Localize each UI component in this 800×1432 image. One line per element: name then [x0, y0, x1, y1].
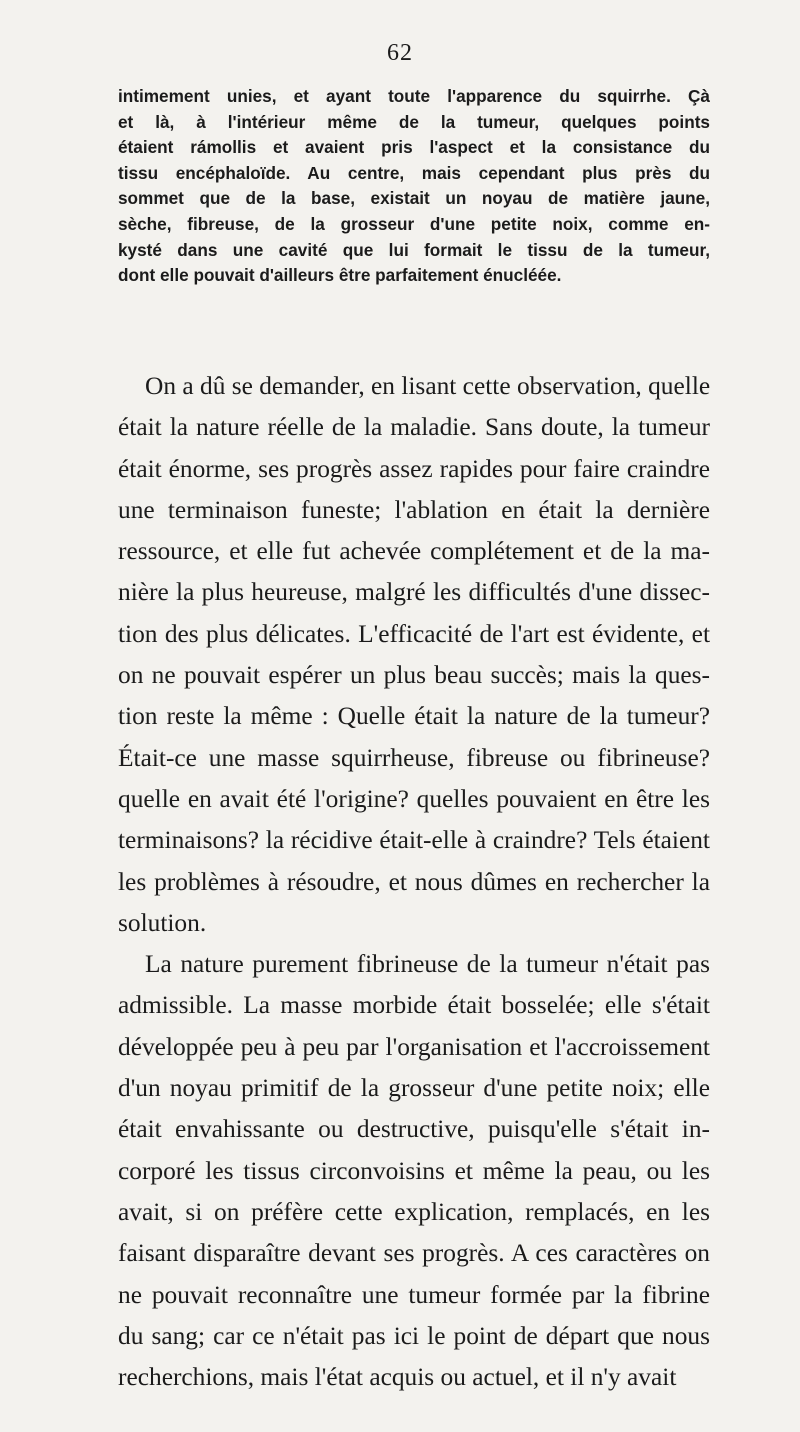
text-line: admissible. La masse morbide était bosselée; elle s'était	[118, 991, 710, 1020]
text-line: terminaisons? la récidive était-elle à craindre? Tels étaient	[118, 826, 710, 855]
small-print-paragraph	[118, 84, 710, 289]
text-line: développée peu à peu par l'organisation et l'accroissement	[118, 1032, 710, 1061]
text-line: intimement unies, et ayant toute l'apparence du squirrhe. Çà	[118, 86, 710, 106]
text-line: solution.	[118, 908, 207, 937]
text-line: nière la plus heureuse, malgré les difficultés d'une dissec-	[118, 578, 710, 607]
text-line: sèche, fibreuse, de la grosseur d'une petite noix, comme en-	[118, 213, 710, 234]
text-line: recherchions, mais l'état acquis ou actuel, et il n'y avait	[118, 1363, 677, 1392]
text-line: on ne pouvait espérer un plus beau succès; mais la ques-	[118, 661, 710, 690]
text-line: tion des plus délicates. L'efficacité de l'art est évidente, et	[118, 619, 710, 648]
text-line: d'un noyau primitif de la grosseur d'une petite noix; elle	[118, 1074, 710, 1103]
text-line: était énorme, ses progrès assez rapides pour faire craindre	[118, 454, 710, 483]
text-line: et là, à l'intérieur même de la tumeur, quelques points	[118, 111, 710, 132]
text-line: les problèmes à résoudre, et nous dûmes en rechercher la	[118, 867, 710, 896]
text-line: On a dû se demander, en lisant cette observation, quelle	[145, 372, 711, 400]
main-text	[118, 366, 710, 1398]
paragraph	[118, 366, 710, 944]
text-line: avait, si on préfère cette explication, remplacés, en les	[118, 1197, 710, 1226]
text-line: faisant disparaître devant ses progrès. A ces caractères on	[118, 1239, 710, 1268]
text-line: ne pouvait reconnaître une tumeur formée par la fibrine	[118, 1280, 710, 1309]
text-line: était la nature réelle de la maladie. Sans doute, la tumeur	[118, 413, 710, 442]
text-line: sommet que de la base, existait un noyau de matière jaune,	[118, 188, 710, 209]
paragraph	[118, 944, 710, 1398]
text-line: tion reste la même : Quelle était la nature de la tumeur?	[118, 702, 710, 731]
text-line: quelle en avait été l'origine? quelles pouvaient en être les	[118, 784, 710, 813]
text-line: La nature purement fibrineuse de la tumeur n'était pas	[145, 950, 710, 979]
text-line: kysté dans une cavité que lui formait le tissu de la tumeur,	[118, 239, 710, 260]
text-line: tissu encéphaloïde. Au centre, mais cependant plus près du	[118, 162, 710, 183]
text-line: une terminaison funeste; l'ablation en était la dernière	[118, 495, 710, 524]
text-line: du sang; car ce n'était pas ici le point de départ que nous	[118, 1321, 710, 1350]
page-number: 62	[387, 40, 413, 66]
text-line: ressource, et elle fut achevée complétement et de la ma-	[118, 537, 710, 566]
text-line: corporé les tissus circonvoisins et même la peau, ou les	[118, 1156, 710, 1185]
text-line: Était-ce une masse squirrheuse, fibreuse ou fibrineuse?	[118, 743, 710, 772]
text-line: était envahissante ou destructive, puisqu'elle s'était in-	[118, 1115, 710, 1144]
text-line: étaient rámollis et avaient pris l'aspect et la consistance du	[118, 137, 710, 158]
text-line: dont elle pouvait d'ailleurs être parfaitement énucléée.	[118, 265, 562, 286]
